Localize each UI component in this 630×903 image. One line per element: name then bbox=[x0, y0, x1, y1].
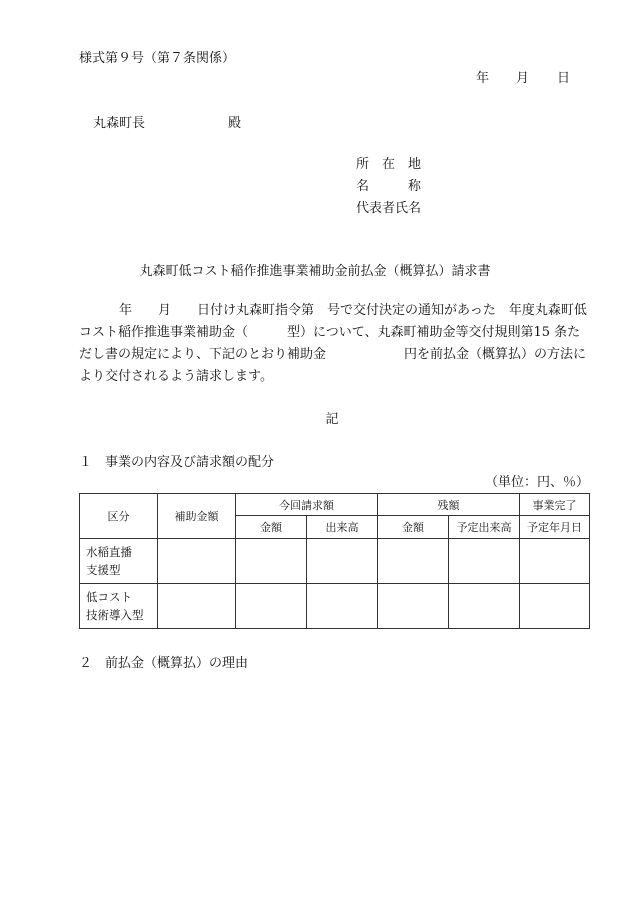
request-body-text: 年 月 日付け丸森町指令第 号で交付決定の通知があった 年度丸森町低コスト稲作推進事業補助金（ 型）について、丸森町補助金等交付規則第15 条ただし書の規定により、下記のとおり補助金 円を前払金（概算払）の方法により交付されるよう請求します。 bbox=[79, 303, 587, 384]
row-label-line1: 低コスト bbox=[86, 590, 132, 604]
table-cell bbox=[449, 539, 520, 584]
ki-heading: 記 bbox=[325, 412, 339, 427]
row-label bbox=[80, 539, 158, 584]
table-cell bbox=[378, 584, 449, 629]
header-remaining: 残額 bbox=[378, 494, 520, 516]
table-cell bbox=[520, 539, 590, 584]
table-cell bbox=[520, 584, 590, 629]
table-row bbox=[80, 584, 590, 629]
section1-heading: １ 事業の内容及び請求額の配分 bbox=[79, 455, 275, 470]
applicant-address-label: 所 在 地 bbox=[356, 157, 422, 172]
section2-heading: ２ 前払金（概算払）の理由 bbox=[79, 656, 249, 671]
subheader-completion-date: 予定年月日 bbox=[520, 516, 590, 539]
unit-note: （単位：円、％） bbox=[484, 475, 589, 490]
header-subsidy: 補助金額 bbox=[158, 494, 236, 539]
subheader-remaining-amount: 金額 bbox=[378, 516, 449, 539]
table-cell bbox=[449, 584, 520, 629]
form-number: 様式第９号（第７条関係） bbox=[79, 51, 236, 66]
date-month-label: 月 bbox=[516, 71, 530, 86]
table-cell bbox=[307, 584, 378, 629]
subheader-current-amount: 金額 bbox=[236, 516, 307, 539]
table-row bbox=[80, 539, 590, 584]
row-label bbox=[80, 584, 158, 629]
subheader-current-progress: 出来高 bbox=[307, 516, 378, 539]
recipient-name: 丸森町長 bbox=[93, 116, 146, 131]
applicant-representative-label: 代表者氏名 bbox=[356, 201, 422, 216]
table-cell bbox=[236, 539, 307, 584]
date-year-label: 年 bbox=[476, 71, 490, 86]
recipient-honorific: 殿 bbox=[228, 116, 242, 131]
document-title: 丸森町低コスト稲作推進事業補助金前払金（概算払）請求書 bbox=[139, 264, 491, 279]
row-label-line1: 水稲直播 bbox=[86, 545, 132, 559]
header-current-request: 今回請求額 bbox=[236, 494, 378, 516]
table-cell bbox=[158, 539, 236, 584]
header-category: 区分 bbox=[80, 494, 158, 539]
row-label-line2: 支援型 bbox=[86, 563, 121, 577]
allocation-table bbox=[79, 493, 590, 629]
table-cell bbox=[158, 584, 236, 629]
table-header-row bbox=[80, 494, 590, 516]
request-body bbox=[79, 300, 589, 388]
applicant-name-label: 名 称 bbox=[356, 179, 422, 194]
table-cell bbox=[378, 539, 449, 584]
table-cell bbox=[307, 539, 378, 584]
subheader-remaining-progress: 予定出来高 bbox=[449, 516, 520, 539]
table-cell bbox=[236, 584, 307, 629]
date-day-label: 日 bbox=[557, 71, 571, 86]
row-label-line2: 技術導入型 bbox=[86, 608, 144, 622]
header-completion: 事業完了 bbox=[520, 494, 590, 516]
